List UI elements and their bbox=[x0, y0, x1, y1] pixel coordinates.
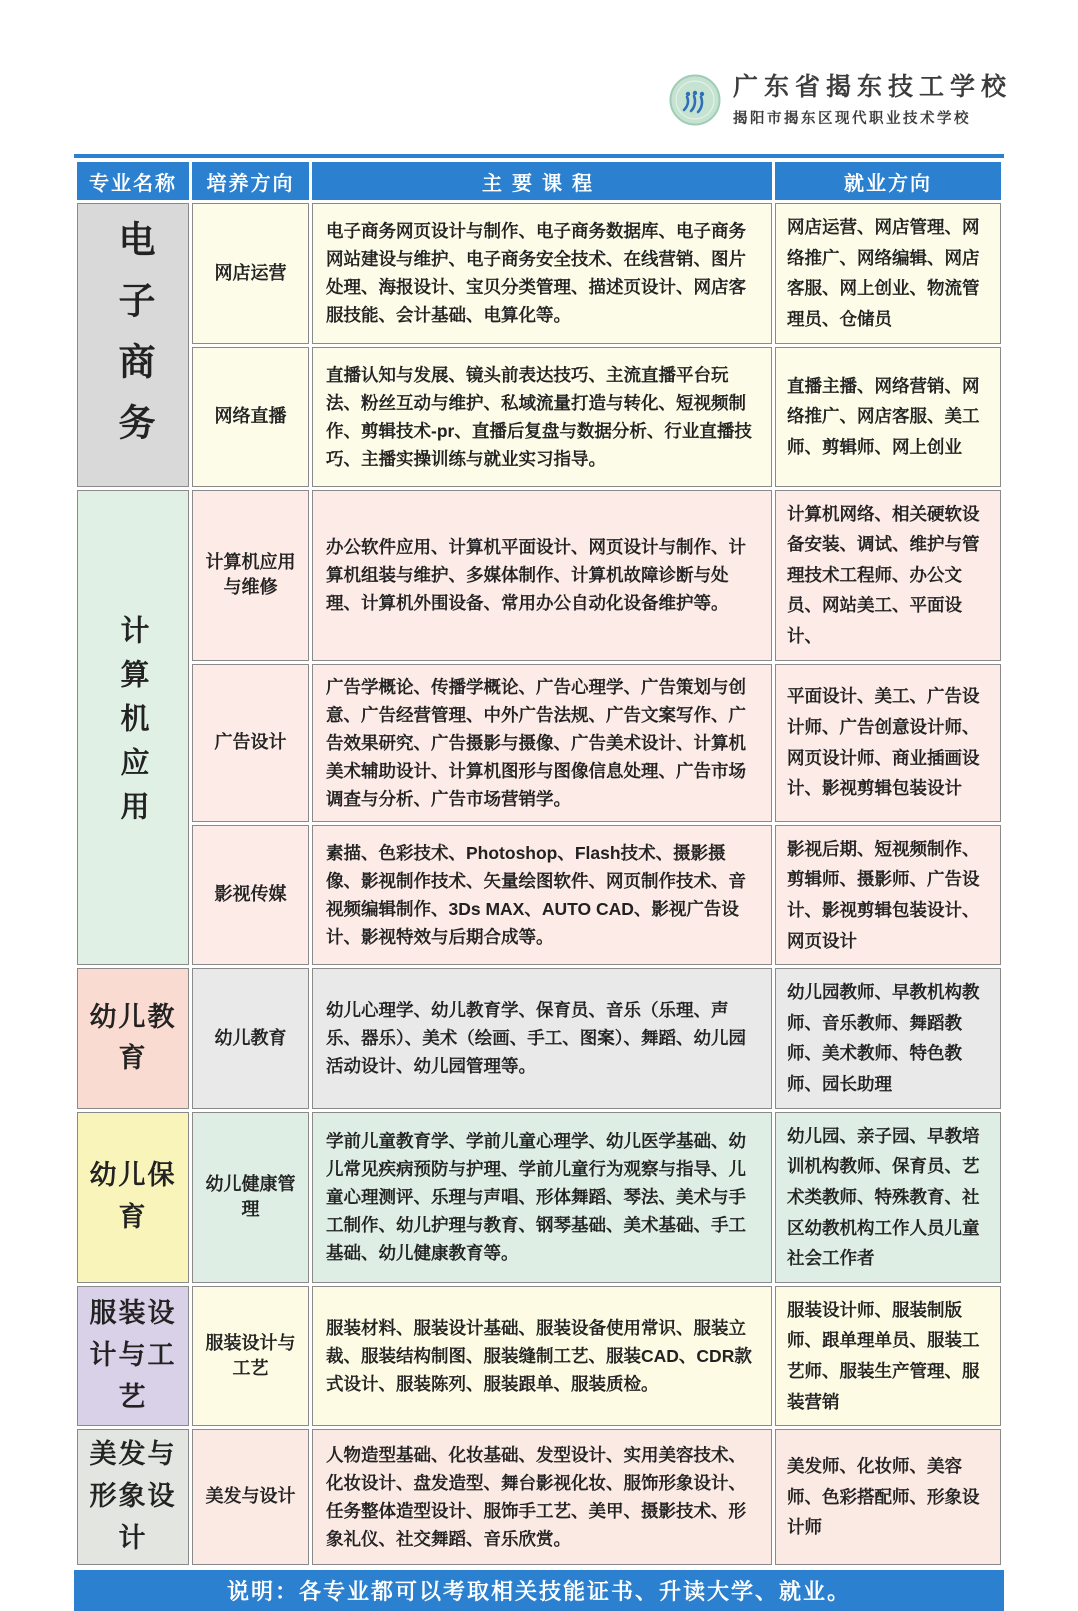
table-row bbox=[77, 490, 1001, 661]
major-cell-ecommerce: 电子商务 bbox=[77, 203, 189, 487]
jobs-cell: 计算机网络、相关硬软设备安装、调试、维护与管理技术工程师、办公文员、网站美工、平面设计、 bbox=[775, 490, 1001, 661]
direction-cell: 幼儿教育 bbox=[192, 968, 309, 1109]
direction-cell: 服装设计与工艺 bbox=[192, 1286, 309, 1427]
direction-cell: 美发与设计 bbox=[192, 1429, 309, 1565]
direction-cell: 幼儿健康管理 bbox=[192, 1112, 309, 1283]
jobs-cell: 平面设计、美工、广告设计师、广告创意设计师、网页设计师、商业插画设计、影视剪辑包装设计 bbox=[775, 664, 1001, 822]
table-row bbox=[77, 1112, 1001, 1283]
major-cell-fashion: 服装设计与工艺 bbox=[77, 1286, 189, 1427]
school-subtitle: 揭阳市揭东区现代职业技术学校 bbox=[732, 110, 971, 127]
major-cell-computer: 计算机应用 bbox=[77, 490, 189, 966]
school-logo-icon bbox=[669, 74, 721, 126]
jobs-cell: 直播主播、网络营销、网络推广、网店客服、美工师、剪辑师、网上创业 bbox=[775, 347, 1001, 487]
direction-cell: 影视传媒 bbox=[192, 825, 309, 966]
table-row bbox=[77, 825, 1001, 966]
programs-table bbox=[74, 154, 1004, 1611]
school-name: 广东省揭东技工学校 bbox=[732, 73, 1012, 102]
jobs-cell: 影视后期、短视频制作、剪辑师、摄影师、广告设计、影视剪辑包装设计、网页设计 bbox=[775, 825, 1001, 966]
courses-cell: 办公软件应用、计算机平面设计、网页设计与制作、计算机组装与维护、多媒体制作、计算机故障诊断与处理、计算机外围设备、常用办公自动化设备维护等。 bbox=[312, 490, 772, 661]
programs-table-grid bbox=[74, 159, 1004, 1568]
direction-cell: 计算机应用与维修 bbox=[192, 490, 309, 661]
table-row bbox=[77, 664, 1001, 822]
courses-cell: 广告学概论、传播学概论、广告心理学、广告策划与创意、广告经营管理、中外广告法规、广告文案写作、广告效果研究、广告摄影与摄像、广告美术设计、计算机美术辅助设计、计算机图形与图像信息处理、广告市场调查与分析、广告市场营销学。 bbox=[312, 664, 772, 822]
direction-cell: 广告设计 bbox=[192, 664, 309, 822]
school-names bbox=[733, 72, 1012, 127]
major-cell-child-care: 幼儿保育 bbox=[77, 1112, 189, 1283]
courses-cell: 直播认知与发展、镜头前表达技巧、主流直播平台玩法、粉丝互动与维护、私域流量打造与转化、短视频制作、剪辑技术-pr、直播后复盘与数据分析、行业直播技巧、主播实操训练与就业实习指导。 bbox=[312, 347, 772, 487]
jobs-cell: 美发师、化妆师、美容师、色彩搭配师、形象设计师 bbox=[775, 1429, 1001, 1565]
col-header-major: 专业名称 bbox=[77, 162, 189, 200]
table-row bbox=[77, 347, 1001, 487]
school-header bbox=[0, 68, 1012, 132]
direction-cell: 网店运营 bbox=[192, 203, 309, 344]
col-header-direction: 培养方向 bbox=[192, 162, 309, 200]
jobs-cell: 网店运营、网店管理、网络推广、网络编辑、网店客服、网上创业、物流管理员、仓储员 bbox=[775, 203, 1001, 344]
col-header-courses: 主要课程 bbox=[312, 162, 772, 200]
courses-cell: 学前儿童教育学、学前儿童心理学、幼儿医学基础、幼儿常见疾病预防与护理、学前儿童行为观察与指导、儿童心理测评、乐理与声唱、形体舞蹈、琴法、美术与手工制作、幼儿护理与教育、钢琴基础、美术基础、手工基础、幼儿健康教育等。 bbox=[312, 1112, 772, 1283]
table-header-row bbox=[77, 162, 1001, 200]
table-row bbox=[77, 203, 1001, 344]
courses-cell: 幼儿心理学、幼儿教育学、保育员、音乐（乐理、声乐、器乐）、美术（绘画、手工、图案）、舞蹈、幼儿园活动设计、幼儿园管理等。 bbox=[312, 968, 772, 1109]
table-row bbox=[77, 1286, 1001, 1427]
table-top-rule bbox=[74, 154, 1004, 158]
table-row bbox=[77, 1429, 1001, 1565]
jobs-cell: 幼儿园、亲子园、早教培训机构教师、保育员、艺术类教师、特殊教育、社区幼教机构工作人员儿童社会工作者 bbox=[775, 1112, 1001, 1283]
courses-cell: 素描、色彩技术、Photoshop、Flash技术、摄影摄像、影视制作技术、矢量绘图软件、网页制作技术、音视频编辑制作、3Ds MAX、AUTO CAD、影视广告设计、影视特效与后期合成等。 bbox=[312, 825, 772, 966]
table-row bbox=[77, 968, 1001, 1109]
col-header-jobs: 就业方向 bbox=[775, 162, 1001, 200]
courses-cell: 电子商务网页设计与制作、电子商务数据库、电子商务网站建设与维护、电子商务安全技术、在线营销、图片处理、海报设计、宝贝分类管理、描述页设计、网店客服技能、会计基础、电算化等。 bbox=[312, 203, 772, 344]
major-cell-child-education: 幼儿教育 bbox=[77, 968, 189, 1109]
major-cell-hairdressing: 美发与形象设计 bbox=[77, 1429, 189, 1565]
courses-cell: 人物造型基础、化妆基础、发型设计、实用美容技术、化妆设计、盘发造型、舞台影视化妆、服饰形象设计、任务整体造型设计、服饰手工艺、美甲、摄影技术、形象礼仪、社交舞蹈、音乐欣赏。 bbox=[312, 1429, 772, 1565]
direction-cell: 网络直播 bbox=[192, 347, 309, 487]
jobs-cell: 幼儿园教师、早教机构教师、音乐教师、舞蹈教师、美术教师、特色教师、园长助理 bbox=[775, 968, 1001, 1109]
courses-cell: 服装材料、服装设计基础、服装设备使用常识、服装立裁、服装结构制图、服装缝制工艺、服装CAD、CDR款式设计、服装陈列、服装跟单、服装质检。 bbox=[312, 1286, 772, 1427]
jobs-cell: 服装设计师、服装制版师、跟单理单员、服装工艺师、服装生产管理、服装营销 bbox=[775, 1286, 1001, 1427]
page bbox=[0, 68, 1078, 1611]
note-bar: 说明：各专业都可以考取相关技能证书、升读大学、就业。 bbox=[74, 1570, 1004, 1611]
